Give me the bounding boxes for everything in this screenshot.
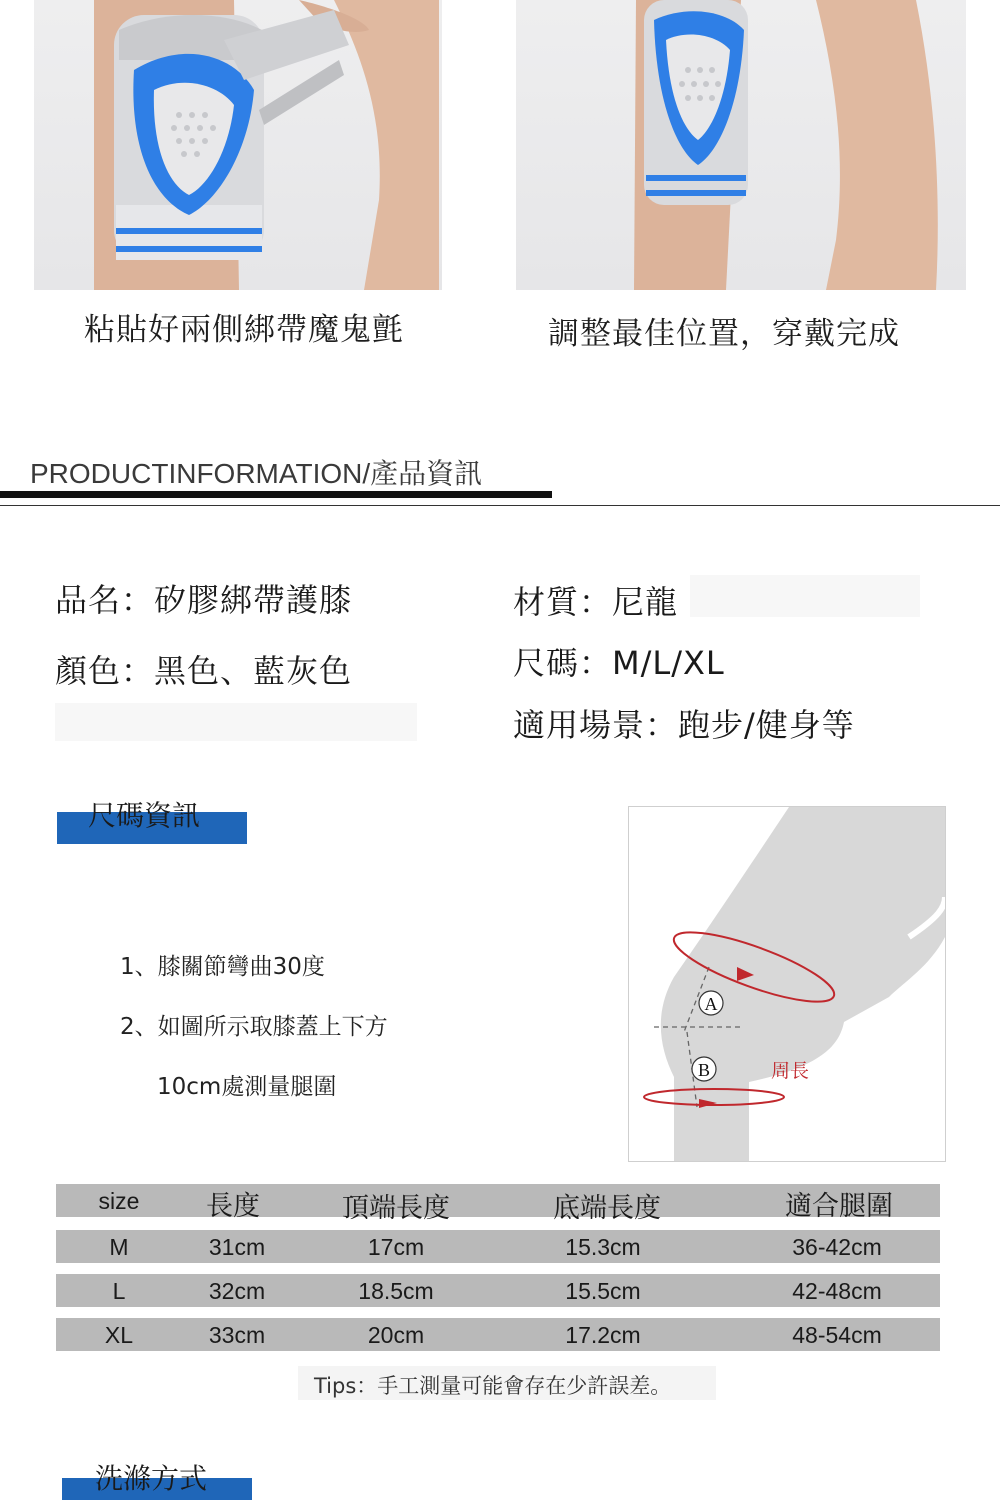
- measure-step: 10cm處測量腿圍: [157, 1074, 337, 1100]
- label-circumference: 周長: [771, 1060, 810, 1082]
- table-row: [56, 1274, 940, 1307]
- table-header-row: [56, 1184, 940, 1224]
- knee-brace-strap-photo-icon: [34, 0, 442, 290]
- table-cell: 31cm: [208, 1234, 266, 1260]
- table-cell: 42-48cm: [792, 1278, 882, 1304]
- info-usage: 適用場景：跑步/健身等: [513, 706, 855, 744]
- table-cell: 17cm: [367, 1234, 425, 1260]
- info-backdrop: [690, 575, 920, 617]
- measure-step: 2、如圖所示取膝蓋上下方: [120, 1014, 388, 1040]
- section-rule-thin: [0, 505, 1000, 506]
- table-cell: 36-42cm: [792, 1234, 882, 1260]
- table-cell: 15.3cm: [565, 1234, 641, 1260]
- measurement-diagram: [628, 806, 946, 1162]
- section-title: PRODUCTINFORMATION/產品資訊: [30, 458, 483, 489]
- table-header-cell: size: [98, 1188, 140, 1214]
- tips-note: Tips：手工測量可能會存在少許誤差。: [314, 1374, 672, 1398]
- table-cell: 15.5cm: [565, 1278, 641, 1304]
- table-cell: 48-54cm: [792, 1322, 882, 1348]
- photo-caption-worn: 調整最佳位置，穿戴完成: [548, 316, 900, 352]
- label-b: B: [697, 1060, 711, 1080]
- table-cell: 17.2cm: [565, 1322, 641, 1348]
- table-cell: XL: [104, 1322, 134, 1348]
- table-row: [56, 1318, 940, 1351]
- photo-caption-attach: 粘貼好兩側綁帶魔鬼氈: [84, 312, 404, 348]
- size-info-heading: 尺碼資訊: [88, 799, 201, 832]
- photo-attach-strap: [34, 0, 442, 290]
- table-cell: M: [109, 1234, 129, 1260]
- leg-measure-icon: [629, 807, 945, 1161]
- table-header-cell: 底端長度: [553, 1193, 661, 1224]
- measure-step: 1、膝關節彎曲30度: [120, 954, 325, 980]
- info-product-name: 品名：矽膠綁帶護膝: [55, 581, 353, 619]
- table-header-cell: 頂端長度: [342, 1193, 450, 1224]
- table-cell: 32cm: [208, 1278, 266, 1304]
- section-rule-thick: [0, 491, 552, 498]
- table-cell: L: [112, 1278, 126, 1304]
- wash-heading: 洗滌方式: [95, 1462, 208, 1495]
- photo-worn-complete: [516, 0, 966, 290]
- table-header-cell: 長度: [206, 1191, 260, 1222]
- knee-brace-worn-photo-icon: [516, 0, 966, 290]
- info-size: 尺碼：M/L/XL: [513, 644, 725, 682]
- label-a: A: [704, 994, 718, 1014]
- table-cell: 33cm: [208, 1322, 266, 1348]
- table-cell: 20cm: [367, 1322, 425, 1348]
- info-material: 材質：尼龍: [513, 583, 679, 621]
- table-row: [56, 1230, 940, 1263]
- info-color: 顏色：黑色、藍灰色: [55, 652, 353, 690]
- info-backdrop: [55, 703, 417, 741]
- table-cell: 18.5cm: [358, 1278, 434, 1304]
- table-header-cell: 適合腿圍: [785, 1191, 893, 1222]
